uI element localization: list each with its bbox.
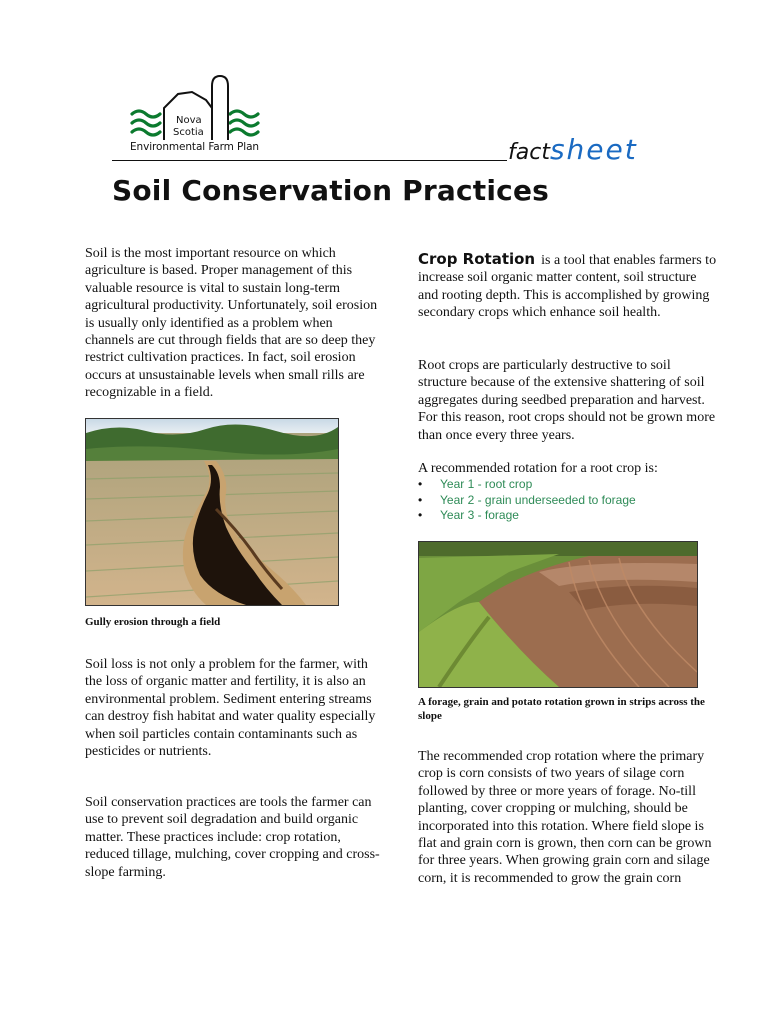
list-item	[418, 493, 636, 509]
rotation-list	[418, 477, 636, 524]
crop-rotation-paragraph	[418, 251, 718, 322]
corn-rotation-paragraph: The recommended crop rotation where the primary crop is corn consists of two years of silage corn followed by three or more years of forage. No-till planting, cover cropping or mulching, should be incorporated into this rotation. Where field slope is flat and grain corn is grown, then corn can be grown for three years. When growing grain corn and silage corn, it is recommended to grow the grain corn	[418, 749, 712, 886]
crop-rotation-heading: Crop Rotation	[418, 250, 536, 268]
rotation-item-text: Year 2 - grain underseeded to forage	[440, 492, 636, 507]
logo-line-efp: Environmental Farm Plan	[130, 141, 259, 153]
list-item	[418, 508, 636, 524]
strip-rotation-photo	[418, 541, 698, 688]
logo-line-nova: Nova	[176, 115, 202, 126]
fact-text: fact	[508, 140, 550, 165]
root-crops-paragraph: Root crops are particularly destructive to soil structure because of the extensive shattering of soil aggregates during seedbed preparation and harvest. For this reason, root crops should not be grown more than once every three years.	[418, 358, 716, 443]
factsheet-label	[508, 133, 638, 166]
strip-photo-caption: A forage, grain and potato rotation grown in strips across the slope	[418, 696, 705, 722]
bullet-icon: •	[418, 508, 423, 522]
gully-erosion-photo	[85, 418, 339, 606]
header-rule	[112, 160, 507, 161]
practices-paragraph: Soil conservation practices are tools the farmer can use to prevent soil degradation and build organic matter. These practices include: crop rotation, reduced tillage, mulching, cover cropping and cross-slope farming.	[85, 795, 380, 880]
bullet-icon: •	[418, 492, 423, 507]
gully-photo-caption: Gully erosion through a field	[85, 616, 221, 628]
nova-scotia-efp-logo	[128, 74, 268, 158]
crop-rotation-text: is a tool that enables farmers to increase soil organic matter content, soil structure and rooting depth. This is accomplished by growing secondary crops which enhance soil health.	[418, 253, 717, 321]
rotation-item-text: Year 3 - forage	[440, 508, 519, 522]
page-title: Soil Conservation Practices	[112, 174, 550, 207]
bullet-icon: •	[418, 477, 423, 491]
rotation-item-text: Year 1 - root crop	[440, 477, 533, 491]
logo-line-scotia: Scotia	[173, 127, 204, 138]
list-item	[418, 477, 636, 493]
soil-loss-paragraph: Soil loss is not only a problem for the farmer, with the loss of organic matter and fertility, it is also an environmental problem. Sediment entering streams can destroy fish habitat and water quality especially when soil particles contain contaminants such as pesticides or nutrients.	[85, 657, 376, 760]
sheet-text: sheet	[549, 133, 638, 166]
rotation-intro: A recommended rotation for a root crop is:	[418, 461, 658, 476]
intro-paragraph: Soil is the most important resource on which agriculture is based. Proper management of this valuable resource is vital to sustain long-term agricultural productivity. Unfortunately, soil erosion is usually only identified as a problem when channels are cut through fields that are so deep they restrict cultivation practices. In fact, soil erosion occurs at unsustainable levels when small rills are recognizable in a field.	[85, 246, 378, 401]
